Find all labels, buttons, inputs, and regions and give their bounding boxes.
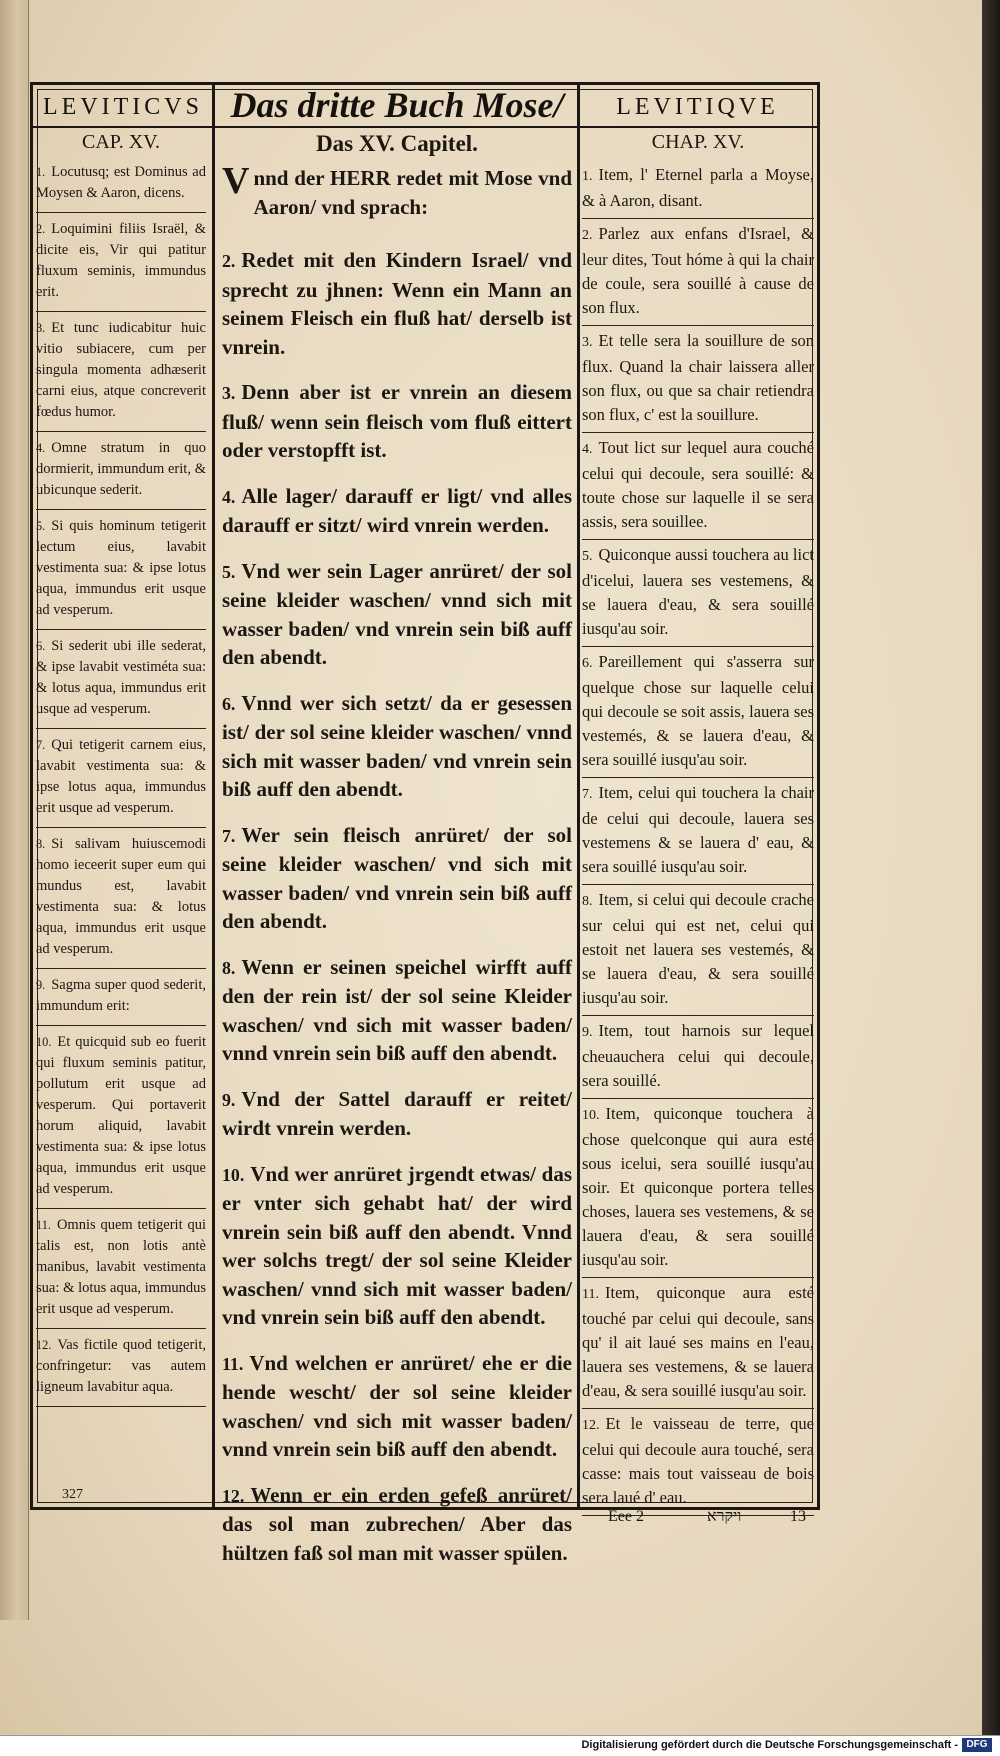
german-verse-text: Denn aber ist er vnrein an diesem fluß/ wenn sein fleisch vom fluß eittert oder verstopfft ist. bbox=[222, 380, 572, 462]
french-verse bbox=[582, 219, 814, 326]
french-verse bbox=[582, 433, 814, 540]
french-verse-number: 9. bbox=[582, 1025, 593, 1040]
latin-verse-number: 2. bbox=[36, 222, 46, 236]
german-verse-text: Alle lager/ darauff er ligt/ vnd alles darauff er sitzt/ wird vnrein werden. bbox=[222, 483, 572, 537]
latin-verse-number: 7. bbox=[36, 738, 46, 752]
latin-verse-text: Et tunc iudicabitur huic vitio subiacere, cum per singula momenta adhæserit carni eius, atque concreverit fœdus humor. bbox=[36, 320, 206, 420]
latin-verse-number: 1. bbox=[36, 165, 46, 179]
german-verse bbox=[222, 1481, 572, 1574]
latin-verse-text: Sagma super quod sederit, immundum erit: bbox=[36, 977, 206, 1014]
latin-verse-text: Et quicquid sub eo fuerit qui fluxum seminis patitur, pollutum erit usque ad vesperum. Qui portaverit horum aliquid, lavabit vestimenta sua: & ipse lotus aqua, immundus erit usque ad vesperum. bbox=[36, 1034, 206, 1197]
german-verse-text: Vnnd wer sich setzt/ da er gesessen ist/ der sol seine kleider waschen/ vnnd sich mit wasser baden/ vnd vnrein sein biß auff den abendt. bbox=[222, 690, 572, 801]
german-verse bbox=[222, 557, 572, 678]
german-verse bbox=[222, 160, 572, 227]
french-verse-text: Item, si celui qui decoule crache sur celui qui est net, celui qui estoit net lauera ses vestemés, & se lauera d'eau, & sera souillé iusqu'au soir. bbox=[582, 890, 814, 1007]
book-spine bbox=[982, 0, 1000, 1735]
french-verse-text: Et le vaisseau de terre, que celui qui decoule aura touché, sera casse: mais tout vaisseau de bois sera laué d' eau. bbox=[582, 1414, 814, 1507]
german-verse-number: 2. bbox=[222, 251, 236, 271]
latin-verse-text: Si salivam huiuscemodi homo ieceerit super eum qui mundus est, lavabit vestimenta sua: & lotus aqua, immundus erit usque ad vesperum. bbox=[36, 836, 206, 957]
french-verse-text: Pareillement qui s'asserra sur quelque chose sur laquelle celui qui decoule se soit assis, lauera ses vestemés, & se lauera d'eau, & sera souillé iusqu'au soir. bbox=[582, 652, 814, 769]
french-verse-text: Item, celui qui touchera la chair de celui qui decoule, lauera ses vestemens & se lauera d' eau, & sera souillé iusqu'au soir. bbox=[582, 783, 814, 876]
french-verse-text: Parlez aux enfans d'Israel, & leur dites, Tout hóme à qui la chair de coule, sera souillé à cause de son flux. bbox=[582, 224, 814, 317]
latin-verse-text: Si quis hominum tetigerit lectum eius, lavabit vestimenta sua: & ipse lotus aqua, immundus erit usque ad vesperum. bbox=[36, 518, 206, 618]
german-column bbox=[222, 130, 572, 1584]
german-verse-text: Wenn er seinen speichel wirfft auff den der rein ist/ der sol seine Kleider waschen/ vnd sich mit wasser baden/ vnnd vnrein sein biß auff den abendt. bbox=[222, 954, 572, 1065]
german-verse-text: Vnd wer sein Lager anrüret/ der sol seine kleider waschen/ vnnd sich mit wasser baden/ vnd vnrein sein biß auff den abendt. bbox=[222, 558, 572, 669]
french-verse-text: Item, tout harnois sur lequel cheuauchera celui qui decoule, sera souillé. bbox=[582, 1021, 814, 1090]
german-verse bbox=[222, 246, 572, 367]
french-verse-number: 1. bbox=[582, 169, 593, 184]
previous-page-edge bbox=[0, 0, 29, 1620]
french-verse-text: Et telle sera la souillure de son flux. Quand la chair laissera aller son flux, ou que sa chair retiendra son flux, c' est la souillure. bbox=[582, 331, 814, 424]
latin-verse bbox=[36, 1209, 206, 1329]
latin-verse-text: Qui tetigerit carnem eius, lavabit vestimenta sua: & ipse lotus aqua, immundus erit usque ad vesperum. bbox=[36, 737, 206, 816]
latin-verse-text: Loquimini filiis Israël, & dicite eis, Vir qui patitur fluxum seminis, immundus erit. bbox=[36, 221, 206, 300]
german-verse bbox=[222, 821, 572, 942]
german-verse-number: 5. bbox=[222, 561, 236, 582]
header-french-title: LEVITIQVE bbox=[616, 94, 779, 120]
french-verse bbox=[582, 1016, 814, 1099]
german-verse bbox=[222, 689, 572, 810]
header-latin-title: LEVITICVS bbox=[43, 94, 203, 120]
french-verse bbox=[582, 1278, 814, 1409]
french-verse bbox=[582, 326, 814, 433]
french-verse-text: Item, l' Eternel parla a Moyse, & à Aaron, disant. bbox=[582, 165, 814, 210]
german-verse-number: 7. bbox=[222, 825, 236, 846]
german-verse-number: 3. bbox=[222, 383, 236, 403]
german-verse bbox=[222, 1085, 572, 1149]
latin-verse-text: Omnis quem tetigerit qui talis est, non lotis antè manibus, lavabit vestimenta sua: & lotus aqua, immundus erit usque ad vesperum. bbox=[36, 1217, 206, 1317]
german-verse-number: 6. bbox=[222, 693, 236, 714]
latin-column bbox=[36, 130, 206, 1407]
french-verse bbox=[582, 885, 814, 1016]
german-verse bbox=[222, 953, 572, 1074]
latin-verse-text: Si sederit ubi ille sederat, & ipse lavabit vestiméta sua: & lotus aqua, immundus erit usque ad vesperum. bbox=[36, 638, 206, 717]
french-verse-number: 6. bbox=[582, 656, 593, 671]
german-verse-text: Vnd welchen er anrüret/ ehe er die hende wescht/ der sol seine kleider waschen/ vnd sich mit wasser baden/ vnnd vnrein sein biß auff den abendt. bbox=[222, 1350, 572, 1461]
german-verse-number: 8. bbox=[222, 957, 236, 978]
german-verse bbox=[222, 1160, 572, 1338]
german-verse-number: 4. bbox=[222, 486, 236, 507]
latin-verse-number: 9. bbox=[36, 978, 46, 992]
latin-verse bbox=[36, 213, 206, 312]
french-verse bbox=[582, 1099, 814, 1278]
digitization-banner bbox=[0, 1735, 1000, 1756]
signature-mark: Eee 2 bbox=[608, 1508, 644, 1525]
german-verse-text: Vnd wer anrüret jrgendt etwas/ das er vnter sich gehabt hat/ der wird vnrein sein biß auff den abendt. Vnnd wer solchs tregt/ der sol seine Kleider waschen/ vnnd sich mit wasser baden/ vnd vnrein sein biß auff den abendt. bbox=[222, 1161, 572, 1329]
latin-verse bbox=[36, 828, 206, 969]
german-verse-number: 11. bbox=[222, 1353, 244, 1374]
german-verse-text: Vnd der Sattel darauff er reitet/ wirdt vnrein werden. bbox=[222, 1086, 572, 1140]
german-verse-number: 12. bbox=[222, 1485, 245, 1506]
german-verse-text: nnd der HERR redet mit Mose vnd Aaron/ vnd sprach: bbox=[253, 166, 572, 219]
latin-verse-text: Locutusq; est Dominus ad Moysen & Aaron, dicens. bbox=[36, 164, 206, 201]
french-verse-text: Tout lict sur lequel aura couché celui qui decoule, sera souillé: & toute chose sur laquelle il se sera assis, sera souillee. bbox=[582, 438, 814, 531]
latin-verse bbox=[36, 510, 206, 630]
french-verse-number: 11. bbox=[582, 1287, 599, 1302]
german-verse bbox=[222, 482, 572, 546]
latin-verse bbox=[36, 432, 206, 510]
french-verse bbox=[582, 778, 814, 885]
latin-verse-number: 4. bbox=[36, 441, 46, 455]
french-verse-number: 3. bbox=[582, 335, 593, 350]
french-verse bbox=[582, 540, 814, 647]
latin-verse-number: 12. bbox=[36, 1338, 52, 1352]
latin-verse-text: Vas fictile quod tetigerit, confringetur: vas autem ligneum lavabitur aqua. bbox=[36, 1337, 206, 1395]
german-verse bbox=[222, 1349, 572, 1470]
latin-verse bbox=[36, 630, 206, 729]
latin-verse-number: 6. bbox=[36, 639, 46, 653]
hebrew-catchword: ויקרא bbox=[707, 1508, 742, 1525]
french-verse-number: 2. bbox=[582, 228, 593, 243]
french-verse bbox=[582, 1409, 814, 1516]
drop-capital: V bbox=[222, 160, 250, 202]
latin-verse bbox=[36, 312, 206, 432]
french-verse-number: 12. bbox=[582, 1418, 600, 1433]
latin-chapter-heading: CAP. XV. bbox=[82, 131, 160, 153]
french-verse-number: 8. bbox=[582, 894, 593, 909]
french-verse-text: Quiconque aussi touchera au lict d'icelui, lauera ses vestemens, & se lauera d'eau, & sera souillé iusqu'au soir. bbox=[582, 545, 814, 638]
french-verse-text: Item, quiconque aura esté touché par celui qui decoule, sans qu' il ait laué ses mains en l'eau, lauera ses vestemens, & se lauera d'eau, & sera souillé iusqu'au soir. bbox=[582, 1283, 814, 1400]
latin-verse-number: 11. bbox=[36, 1218, 51, 1232]
latin-verse bbox=[36, 1026, 206, 1209]
german-verse-number: 10. bbox=[222, 1164, 245, 1185]
header-rule bbox=[30, 126, 820, 128]
german-verse-text: Redet mit den Kindern Israel/ vnd sprecht zu jhnen: Wenn ein Mann an seinem Fleisch ein fluß hat/ derselb ist vnrein. bbox=[222, 248, 572, 359]
latin-verse-number: 8. bbox=[36, 837, 46, 851]
german-verse-text: Wenn er ein erden gefeß anrüret/ das sol man zubrechen/ Aber das hültzen faß sol man mit wasser spülen. bbox=[222, 1482, 572, 1565]
folio-number: 13 bbox=[790, 1508, 806, 1525]
french-verse-number: 10. bbox=[582, 1108, 600, 1123]
latin-verse bbox=[36, 1329, 206, 1407]
latin-verse-number: 3. bbox=[36, 321, 46, 335]
banner-text: Digitalisierung gefördert durch die Deutsche Forschungsgemeinschaft - bbox=[581, 1739, 958, 1751]
french-verse-text: Item, quiconque touchera à chose quelconque qui aura esté sous icelui, sera souillé iusqu'au soir. Et quiconque portera telles choses, lauera ses vestemens, & se lauera d'eau, & sera souillé iusqu'au soir. bbox=[582, 1104, 814, 1269]
french-verse bbox=[582, 647, 814, 778]
german-verse-text: Wer sein fleisch anrüret/ der sol seine kleider waschen/ vnd sich mit wasser baden/ vnd vnrein sein biß auff den abendt. bbox=[222, 822, 572, 933]
latin-verse-number: 10. bbox=[36, 1035, 52, 1049]
french-chapter-heading: CHAP. XV. bbox=[651, 131, 745, 153]
latin-verse bbox=[36, 162, 206, 213]
french-verse bbox=[582, 160, 814, 219]
header-german-title: Das dritte Buch Mose/ bbox=[230, 85, 564, 125]
french-verse-number: 5. bbox=[582, 549, 593, 564]
dfg-logo: DFG bbox=[962, 1738, 992, 1752]
latin-verse-number: 5. bbox=[36, 519, 46, 533]
latin-verse bbox=[36, 969, 206, 1026]
page-number: 327 bbox=[62, 1487, 83, 1502]
french-verse-number: 7. bbox=[582, 787, 593, 802]
french-column bbox=[582, 130, 814, 1516]
german-verse-number: 9. bbox=[222, 1089, 236, 1110]
latin-verse-text: Omne stratum in quo dormierit, immundum erit, & ubicunque sederit. bbox=[36, 440, 206, 498]
german-verse bbox=[222, 378, 572, 471]
column-rule-left bbox=[212, 82, 215, 1510]
german-chapter-heading: Das XV. Capitel. bbox=[316, 131, 478, 156]
latin-verse bbox=[36, 729, 206, 828]
french-verse-number: 4. bbox=[582, 442, 593, 457]
column-rule-right bbox=[577, 82, 580, 1510]
